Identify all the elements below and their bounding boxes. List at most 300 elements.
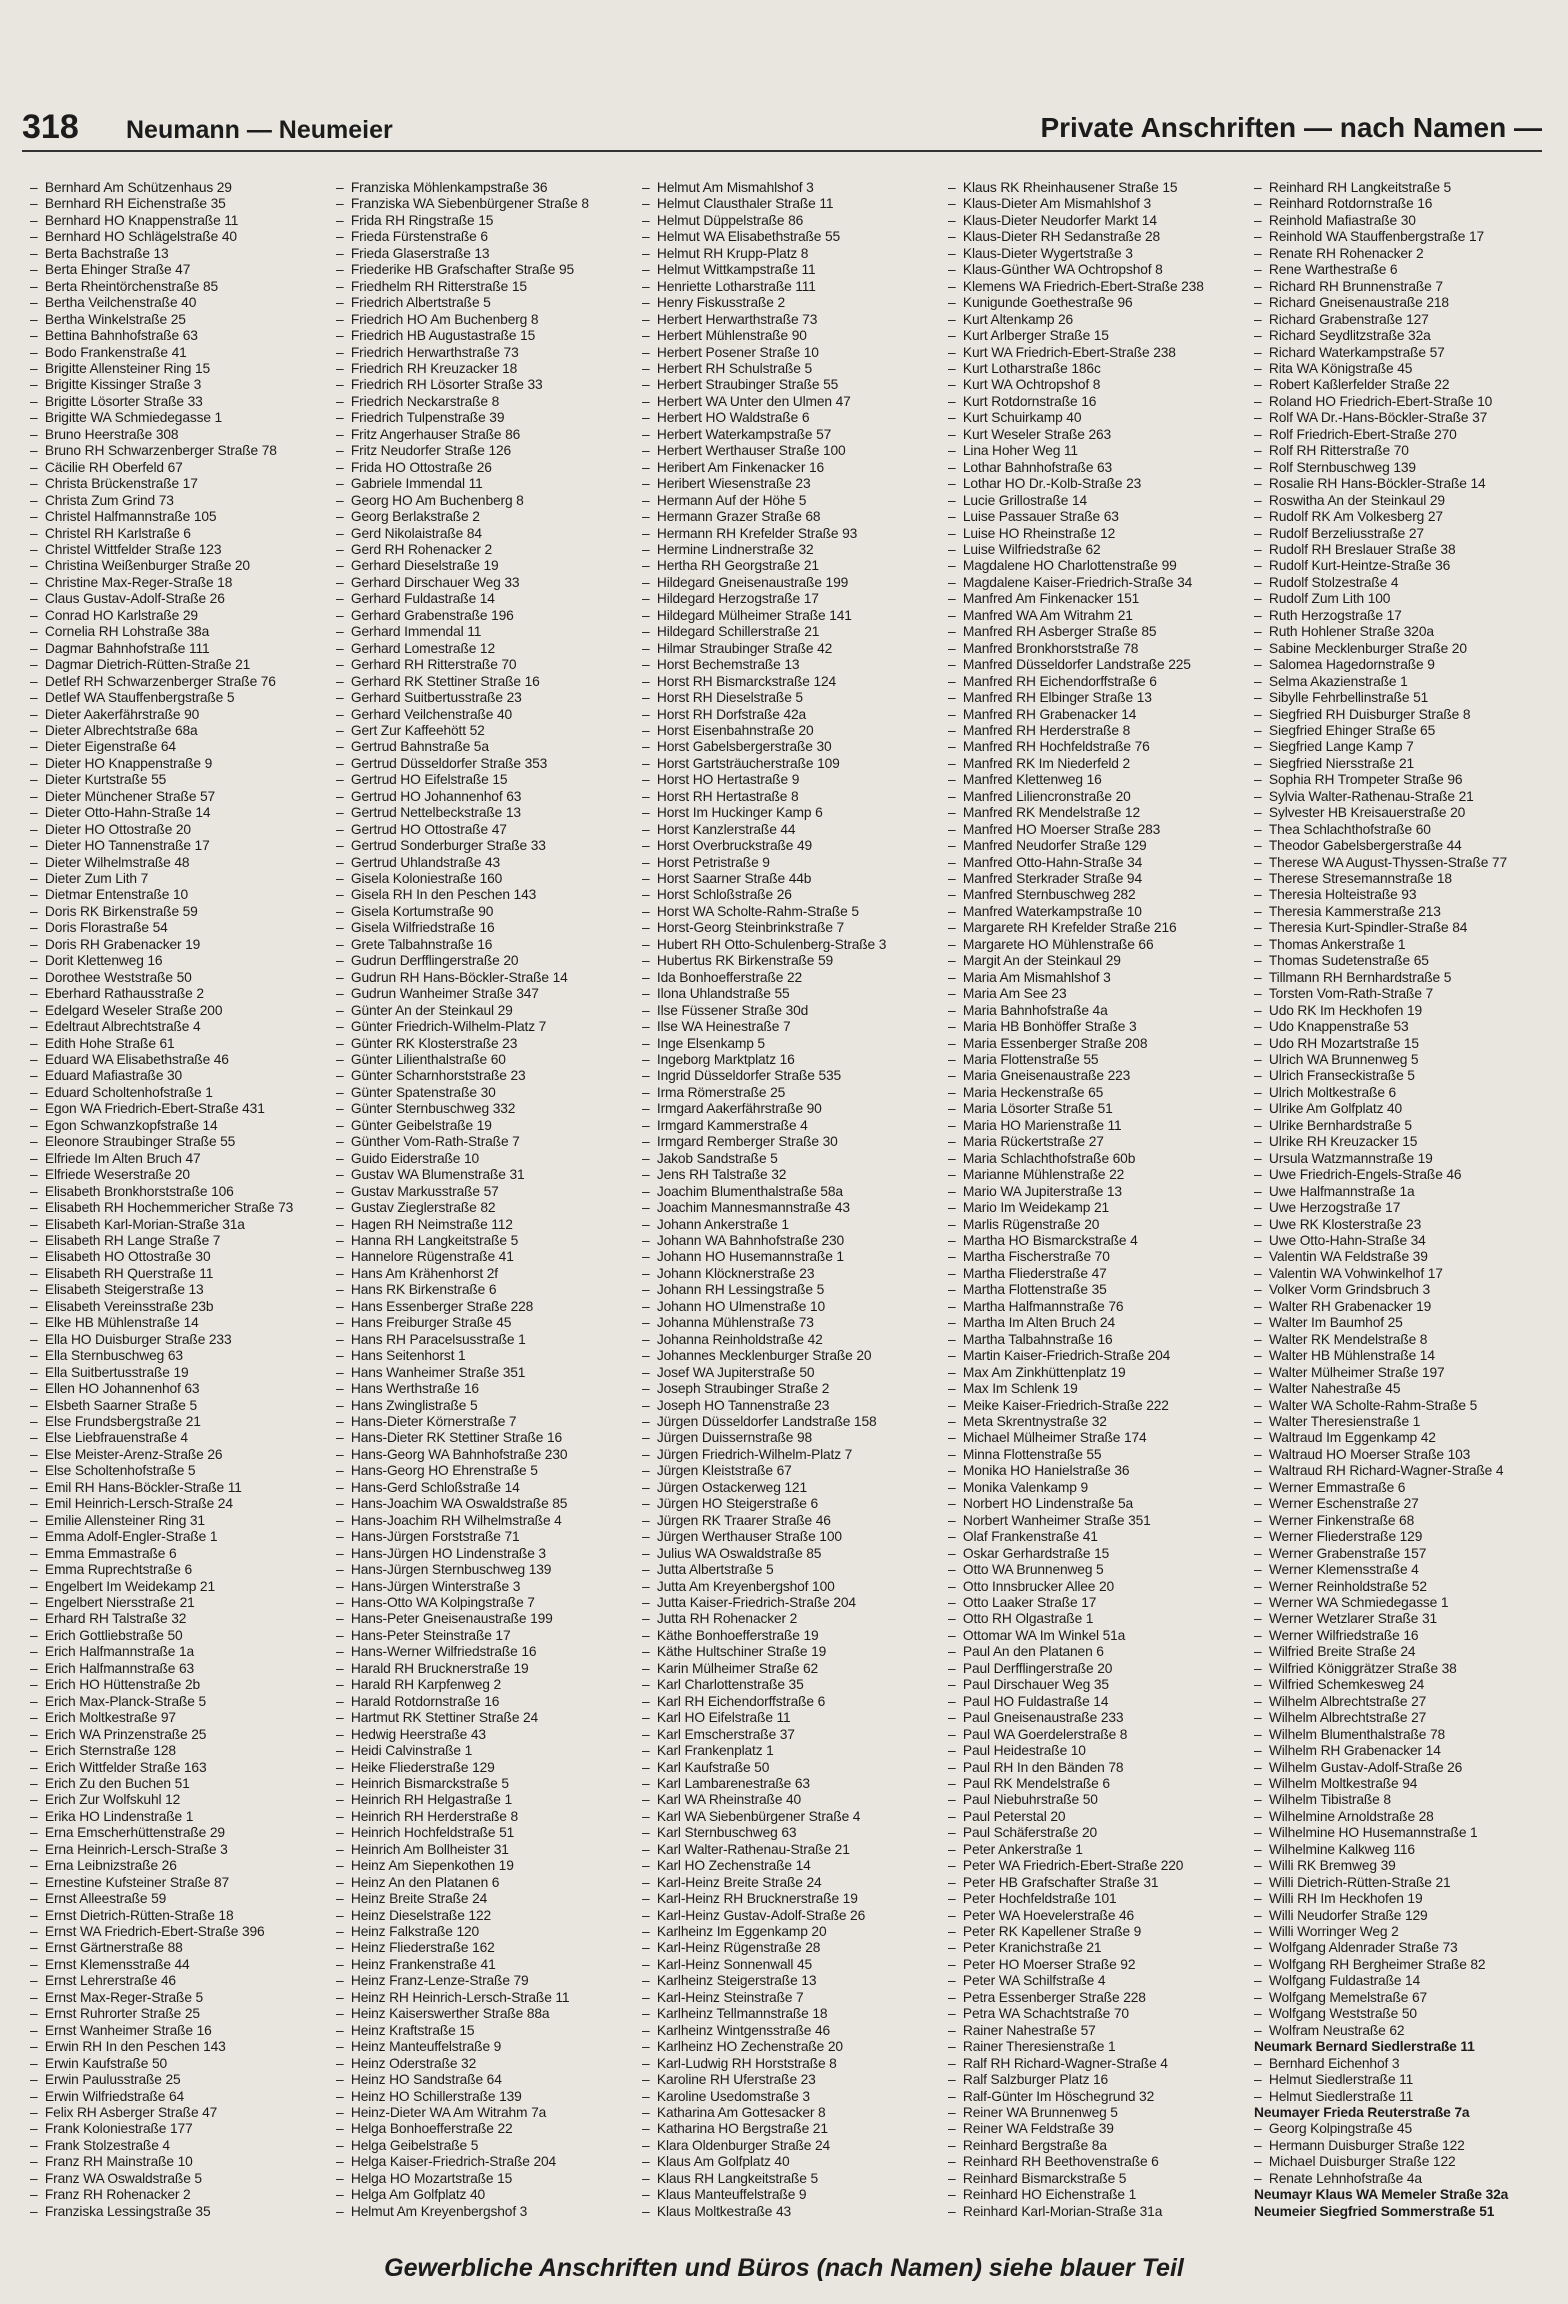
listing-entry: – Horst Petristraße 9 xyxy=(642,855,940,871)
listing-entry: – Wolfram Neustraße 62 xyxy=(1254,2023,1552,2039)
listing-entry: – Erhard RH Talstraße 32 xyxy=(30,1611,328,1627)
listing-entry: – Peter HB Grafschafter Straße 31 xyxy=(948,1875,1246,1891)
listing-entry: – Emil Heinrich-Lersch-Straße 24 xyxy=(30,1496,328,1512)
listing-entry: – Gertrud HO Eifelstraße 15 xyxy=(336,772,634,788)
listing-entry: – Wilfried Breite Straße 24 xyxy=(1254,1644,1552,1660)
listing-entry: – Herbert Herwarthstraße 73 xyxy=(642,312,940,328)
listing-entry: – Paul RH In den Bänden 78 xyxy=(948,1760,1246,1776)
listing-entry: – Klaus Moltkestraße 43 xyxy=(642,2204,940,2220)
listing-entry: – Ulrich Moltkestraße 6 xyxy=(1254,1085,1552,1101)
listing-entry: – Horst Eisenbahnstraße 20 xyxy=(642,723,940,739)
listing-entry: – Brigitte WA Schmiedegasse 1 xyxy=(30,410,328,426)
listing-entry: – Karl-Ludwig RH Horststraße 8 xyxy=(642,2056,940,2072)
listing-entry: – Gudrun Derfflingerstraße 20 xyxy=(336,953,634,969)
listing-entry: – Lina Hoher Weg 11 xyxy=(948,443,1246,459)
listing-entry: – Reinhard Rotdornstraße 16 xyxy=(1254,196,1552,212)
listing-entry: – Rudolf Berzeliusstraße 27 xyxy=(1254,526,1552,542)
listing-entry: – Rudolf RK Am Volkesberg 27 xyxy=(1254,509,1552,525)
listing-entry: – Franz RH Rohenacker 2 xyxy=(30,2187,328,2203)
listing-entry: – Marianne Mühlenstraße 22 xyxy=(948,1167,1246,1183)
listing-entry: – Gerhard Fuldastraße 14 xyxy=(336,591,634,607)
listing-entry: – Hans Essenberger Straße 228 xyxy=(336,1299,634,1315)
listing-entry: – Valentin WA Vohwinkelhof 17 xyxy=(1254,1266,1552,1282)
listing-entry: – Doris Florastraße 54 xyxy=(30,920,328,936)
listing-entry: – Klaus-Dieter Am Mismahlshof 3 xyxy=(948,196,1246,212)
listing-entry: – Meike Kaiser-Friedrich-Straße 222 xyxy=(948,1398,1246,1414)
listing-entry: – Ralf-Günter Im Höschegrund 32 xyxy=(948,2089,1246,2105)
listing-entry: – Friedrich Neckarstraße 8 xyxy=(336,394,634,410)
listing-entry: – Ulrich WA Brunnenweg 5 xyxy=(1254,1052,1552,1068)
listing-entry: – Ernst Wanheimer Straße 16 xyxy=(30,2023,328,2039)
listing-entry: – Johann HO Ulmenstraße 10 xyxy=(642,1299,940,1315)
listing-entry: – Erna Leibnizstraße 26 xyxy=(30,1858,328,1874)
listing-entry: – Monika HO Hanielstraße 36 xyxy=(948,1463,1246,1479)
listing-entry: – Heinz An den Platanen 6 xyxy=(336,1875,634,1891)
listing-entry: – Herbert Waterkampstraße 57 xyxy=(642,427,940,443)
listing-entry: – Doris RK Birkenstraße 59 xyxy=(30,904,328,920)
listing-entry: – Karin Mülheimer Straße 62 xyxy=(642,1661,940,1677)
listing-entry: – Rolf RH Ritterstraße 70 xyxy=(1254,443,1552,459)
listing-entry: – Johanna Reinholdstraße 42 xyxy=(642,1332,940,1348)
listing-entry: – Hans-Gerd Schloßstraße 14 xyxy=(336,1480,634,1496)
listing-entry: – Sophia RH Trompeter Straße 96 xyxy=(1254,772,1552,788)
listing-entry: – Klaus RH Langkeitstraße 5 xyxy=(642,2171,940,2187)
listing-entry: – Helga HO Mozartstraße 15 xyxy=(336,2171,634,2187)
listing-entry: – Joachim Mannesmannstraße 43 xyxy=(642,1200,940,1216)
listing-entry: – Jürgen Ostackerweg 121 xyxy=(642,1480,940,1496)
listing-entry: – Christa Zum Grind 73 xyxy=(30,493,328,509)
listing-entry: – Gerhard RH Ritterstraße 70 xyxy=(336,657,634,673)
listing-entry: – Lucie Grillostraße 14 xyxy=(948,493,1246,509)
listing-entry: – Willi Worringer Weg 2 xyxy=(1254,1924,1552,1940)
listing-entry: – Jutta Am Kreyenbergshof 100 xyxy=(642,1579,940,1595)
listing-entry: – Thomas Ankerstraße 1 xyxy=(1254,937,1552,953)
listing-entry: – Franz RH Mainstraße 10 xyxy=(30,2154,328,2170)
listing-entry: – Günter An der Steinkaul 29 xyxy=(336,1003,634,1019)
listing-entry: – Dieter HO Knappenstraße 9 xyxy=(30,756,328,772)
listing-entry: – Helga Geibelstraße 5 xyxy=(336,2138,634,2154)
listing-entry: – Erwin Wilfriedstraße 64 xyxy=(30,2089,328,2105)
listing-entry: – Klaus-Dieter Wygertstraße 3 xyxy=(948,246,1246,262)
listing-entry: – Heinz Manteuffelstraße 9 xyxy=(336,2039,634,2055)
listing-entry: – Wilfried Königgrätzer Straße 38 xyxy=(1254,1661,1552,1677)
listing-entry: – Cäcilie RH Oberfeld 67 xyxy=(30,460,328,476)
listing-entry: – Hans Zwinglistraße 5 xyxy=(336,1398,634,1414)
listing-entry: – Horst Overbruckstraße 49 xyxy=(642,838,940,854)
listing-entry: – Ella HO Duisburger Straße 233 xyxy=(30,1332,328,1348)
listing-entry: – Max Im Schlenk 19 xyxy=(948,1381,1246,1397)
listing-entry: – Minna Flottenstraße 55 xyxy=(948,1447,1246,1463)
listing-entry: – Volker Vorm Grindsbruch 3 xyxy=(1254,1282,1552,1298)
listing-entry: – Hubertus RK Birkenstraße 59 xyxy=(642,953,940,969)
listing-entry: – Manfred RH Eichendorffstraße 6 xyxy=(948,674,1246,690)
listing-entry: – Jürgen Düsseldorfer Landstraße 158 xyxy=(642,1414,940,1430)
listing-entry: – Maria Schlachthofstraße 60b xyxy=(948,1151,1246,1167)
listing-entry: – Walter Im Baumhof 25 xyxy=(1254,1315,1552,1331)
listing-entry: – Luise Wilfriedstraße 62 xyxy=(948,542,1246,558)
listing-entry: – Martha Talbahnstraße 16 xyxy=(948,1332,1246,1348)
listing-entry: – Gertrud HO Johannenhof 63 xyxy=(336,789,634,805)
listing-entry: – Ilse WA Heinestraße 7 xyxy=(642,1019,940,1035)
listing-entry: – Martha Halfmannstraße 76 xyxy=(948,1299,1246,1315)
listing-entry: – Gertrud Düsseldorfer Straße 353 xyxy=(336,756,634,772)
listing-entry: – Friedrich Herwarthstraße 73 xyxy=(336,345,634,361)
listing-entry: – Dorit Klettenweg 16 xyxy=(30,953,328,969)
listing-entry: – Klaus Manteuffelstraße 9 xyxy=(642,2187,940,2203)
listing-entry: – Paul WA Goerdelerstraße 8 xyxy=(948,1727,1246,1743)
listing-entry: – Helmut WA Elisabethstraße 55 xyxy=(642,229,940,245)
listing-entry: – Edith Hohe Straße 61 xyxy=(30,1036,328,1052)
listing-entry: – Paul Schäferstraße 20 xyxy=(948,1825,1246,1841)
listing-entry: – Cornelia RH Lohstraße 38a xyxy=(30,624,328,640)
listing-entry: – Rudolf Kurt-Heintze-Straße 36 xyxy=(1254,558,1552,574)
listing-entry: – Ellen HO Johannenhof 63 xyxy=(30,1381,328,1397)
listing-entry: – Therese WA August-Thyssen-Straße 77 xyxy=(1254,855,1552,871)
listing-entry: – Günther Vom-Rath-Straße 7 xyxy=(336,1134,634,1150)
listing-entry: – Else Liebfrauenstraße 4 xyxy=(30,1430,328,1446)
listing-entry: – Ulrike Bernhardstraße 5 xyxy=(1254,1118,1552,1134)
listing-entry: – Helmut Siedlerstraße 11 xyxy=(1254,2089,1552,2105)
listing-entry: – Karoline RH Uferstraße 23 xyxy=(642,2072,940,2088)
listing-entry: – Magdalene Kaiser-Friedrich-Straße 34 xyxy=(948,575,1246,591)
listing-entry: – Manfred RK Mendelstraße 12 xyxy=(948,805,1246,821)
listing-entry: – Gisela Wilfriedstraße 16 xyxy=(336,920,634,936)
listing-entry: – Rainer Nahestraße 57 xyxy=(948,2023,1246,2039)
listing-entry: – Ulrich Franseckistraße 5 xyxy=(1254,1068,1552,1084)
surname-heading: Neumark Bernard Siedlerstraße 11 xyxy=(1254,2039,1475,2055)
listing-entry: – Else Frundsbergstraße 21 xyxy=(30,1414,328,1430)
listing-entry: – Günter Lilienthalstraße 60 xyxy=(336,1052,634,1068)
listing-entry: – Gustav WA Blumenstraße 31 xyxy=(336,1167,634,1183)
listing-entry: – Wilfried Schemkesweg 24 xyxy=(1254,1677,1552,1693)
listing-entry: – Jürgen HO Steigerstraße 6 xyxy=(642,1496,940,1512)
listing-entry: – Kurt Altenkamp 26 xyxy=(948,312,1246,328)
listing-entry: – Kurt WA Friedrich-Ebert-Straße 238 xyxy=(948,345,1246,361)
listing-entry: – Reinhard Bergstraße 8a xyxy=(948,2138,1246,2154)
listing-entry: – Berta Rheintörchenstraße 85 xyxy=(30,279,328,295)
listing-entry: – Horst Saarner Straße 44b xyxy=(642,871,940,887)
listing-column-5 xyxy=(1254,180,1552,2220)
listing-entry: – Günter Sternbuschweg 332 xyxy=(336,1101,634,1117)
listing-entry: – Gertrud Uhlandstraße 43 xyxy=(336,855,634,871)
listing-entry: – Jürgen Friedrich-Wilhelm-Platz 7 xyxy=(642,1447,940,1463)
page-header xyxy=(22,108,1542,148)
listing-entry: – Johanna Mühlenstraße 73 xyxy=(642,1315,940,1331)
listing-entry: – Bruno Heerstraße 308 xyxy=(30,427,328,443)
listing-entry: – Guido Eiderstraße 10 xyxy=(336,1151,634,1167)
listing-entry: – Gustav Markusstraße 57 xyxy=(336,1184,634,1200)
listing-entry: – Reinhard RH Beethovenstraße 6 xyxy=(948,2154,1246,2170)
listing-entry: – Peter HO Moerser Straße 92 xyxy=(948,1957,1246,1973)
listing-entry: – Felix RH Asberger Straße 47 xyxy=(30,2105,328,2121)
listing-entry: – Kurt Schuirkamp 40 xyxy=(948,410,1246,426)
listing-entry: – Klara Oldenburger Straße 24 xyxy=(642,2138,940,2154)
listing-entry: – Elisabeth Vereinsstraße 23b xyxy=(30,1299,328,1315)
listing-entry: – Georg Kolpingstraße 45 xyxy=(1254,2121,1552,2137)
listing-entry: – Reinhard HO Eichenstraße 1 xyxy=(948,2187,1246,2203)
listing-entry: – Bertha Veilchenstraße 40 xyxy=(30,295,328,311)
listing-column-1 xyxy=(30,180,328,2220)
listing-entry: – Karoline Usedomstraße 3 xyxy=(642,2089,940,2105)
listing-entry: – Martha Fliederstraße 47 xyxy=(948,1266,1246,1282)
listing-entry: – Helmut Am Kreyenbergshof 3 xyxy=(336,2204,634,2220)
listing-entry: – Ernst Ruhrorter Straße 25 xyxy=(30,2006,328,2022)
listing-entry: – Joseph Straubinger Straße 2 xyxy=(642,1381,940,1397)
listing-entry: – Gerhard Lomestraße 12 xyxy=(336,641,634,657)
listing-entry: – Rene Warthestraße 6 xyxy=(1254,262,1552,278)
listing-entry: – Katharina HO Bergstraße 21 xyxy=(642,2121,940,2137)
listing-entry: – Peter RK Kapellener Straße 9 xyxy=(948,1924,1246,1940)
listing-entry: – Elfriede Im Alten Bruch 47 xyxy=(30,1151,328,1167)
page-number: 318 xyxy=(22,108,79,146)
listing-entry: – Ernst WA Friedrich-Ebert-Straße 396 xyxy=(30,1924,328,1940)
listing-entry: – Johann RH Lessingstraße 5 xyxy=(642,1282,940,1298)
listing-entry: – Fritz Angerhauser Straße 86 xyxy=(336,427,634,443)
listing-entry: – Hedwig Heerstraße 43 xyxy=(336,1727,634,1743)
listing-entry: – Wolfgang Fuldastraße 14 xyxy=(1254,1973,1552,1989)
listing-entry: – Willi RH Im Heckhofen 19 xyxy=(1254,1891,1552,1907)
listing-entry: – Margarete RH Krefelder Straße 216 xyxy=(948,920,1246,936)
listing-entry: – Hans RH Paracelsusstraße 1 xyxy=(336,1332,634,1348)
listing-entry: – Jakob Sandstraße 5 xyxy=(642,1151,940,1167)
listing-entry: – Manfred Bronkhorststraße 78 xyxy=(948,641,1246,657)
listing-entry: – Jens RH Talstraße 32 xyxy=(642,1167,940,1183)
listing-entry: – Emma Ruprechtstraße 6 xyxy=(30,1562,328,1578)
listing-entry: – Johann HO Husemannstraße 1 xyxy=(642,1249,940,1265)
listing-entry: – Hermine Lindnerstraße 32 xyxy=(642,542,940,558)
listing-entry: – Salomea Hagedornstraße 9 xyxy=(1254,657,1552,673)
listing-entry: – Uwe Herzogstraße 17 xyxy=(1254,1200,1552,1216)
listing-entry: – Manfred Sterkrader Straße 94 xyxy=(948,871,1246,887)
listing-entry: – Hilmar Straubinger Straße 42 xyxy=(642,641,940,657)
listing-entry: – Helmut RH Krupp-Platz 8 xyxy=(642,246,940,262)
listing-entry: – Paul Niebuhrstraße 50 xyxy=(948,1792,1246,1808)
listing-entry: – Horst Gabelsbergerstraße 30 xyxy=(642,739,940,755)
listing-entry: – Irmgard Remberger Straße 30 xyxy=(642,1134,940,1150)
listing-entry: – Peter WA Friedrich-Ebert-Straße 220 xyxy=(948,1858,1246,1874)
header-section-title: Private Anschriften — nach Namen — xyxy=(1040,112,1542,143)
listing-entry: – Friedrich RH Kreuzacker 18 xyxy=(336,361,634,377)
listing-entry: – Reinhold Mafiastraße 30 xyxy=(1254,213,1552,229)
listing-entry: – Harald Rotdornstraße 16 xyxy=(336,1694,634,1710)
listing-entry: – Helga Am Golfplatz 40 xyxy=(336,2187,634,2203)
listing-entry: – Paul RK Mendelstraße 6 xyxy=(948,1776,1246,1792)
listing-entry: – Georg Berlakstraße 2 xyxy=(336,509,634,525)
listing-entry: – Walter WA Scholte-Rahm-Straße 5 xyxy=(1254,1398,1552,1414)
listing-entry: – Hans-Dieter RK Stettiner Straße 16 xyxy=(336,1430,634,1446)
listing-entry: – Heinz Kraftstraße 15 xyxy=(336,2023,634,2039)
listing-entry: – Erna Emscherhüttenstraße 29 xyxy=(30,1825,328,1841)
listing-entry: – Martin Kaiser-Friedrich-Straße 204 xyxy=(948,1348,1246,1364)
listing-entry: – Jutta RH Rohenacker 2 xyxy=(642,1611,940,1627)
listing-entry: – Hans Werthstraße 16 xyxy=(336,1381,634,1397)
listing-entry: – Jutta Albertstraße 5 xyxy=(642,1562,940,1578)
listing-entry: – Udo RK Im Heckhofen 19 xyxy=(1254,1003,1552,1019)
surname-heading: Neumayr Klaus WA Memeler Straße 32a xyxy=(1254,2187,1509,2203)
listing-entry: – Rudolf RH Breslauer Straße 38 xyxy=(1254,542,1552,558)
listing-entry: – Walter Nahestraße 45 xyxy=(1254,1381,1552,1397)
listing-entry: – Gertrud Sonderburger Straße 33 xyxy=(336,838,634,854)
listing-entry: – Hans-Joachim WA Oswaldstraße 85 xyxy=(336,1496,634,1512)
listing-entry: – Manfred Klettenweg 16 xyxy=(948,772,1246,788)
listing-entry: – Eduard Scholtenhofstraße 1 xyxy=(30,1085,328,1101)
listing-entry: – Gertrud Bahnstraße 5a xyxy=(336,739,634,755)
listing-entry: – Frida RH Ringstraße 15 xyxy=(336,213,634,229)
listing-entry: – Werner Reinholdstraße 52 xyxy=(1254,1579,1552,1595)
listing-entry: – Martha Im Alten Bruch 24 xyxy=(948,1315,1246,1331)
listing-entry: – Karl Charlottenstraße 35 xyxy=(642,1677,940,1693)
listing-entry: – Herbert Mühlenstraße 90 xyxy=(642,328,940,344)
listing-entry: – Irmgard Kammerstraße 4 xyxy=(642,1118,940,1134)
listing-entry: – Mario WA Jupiterstraße 13 xyxy=(948,1184,1246,1200)
listing-entry: – Karl WA Siebenbürgener Straße 4 xyxy=(642,1809,940,1825)
listing-entry: – Erich Zur Wolfskuhl 12 xyxy=(30,1792,328,1808)
listing-entry: – Bernhard HO Schlägelstraße 40 xyxy=(30,229,328,245)
listing-entry: – Engelbert Niersstraße 21 xyxy=(30,1595,328,1611)
listing-entry: – Christel RH Karlstraße 6 xyxy=(30,526,328,542)
listing-entry: – Bodo Frankenstraße 41 xyxy=(30,345,328,361)
listing-entry: – Heinz Franz-Lenze-Straße 79 xyxy=(336,1973,634,1989)
listing-entry: – Karl HO Eifelstraße 11 xyxy=(642,1710,940,1726)
listing-entry: – Rudolf Stolzestraße 4 xyxy=(1254,575,1552,591)
listing-entry: – Sibylle Fehrbellinstraße 51 xyxy=(1254,690,1552,706)
listing-entry: – Waltraud Im Eggenkamp 42 xyxy=(1254,1430,1552,1446)
listing-entry: – Emil RH Hans-Böckler-Straße 11 xyxy=(30,1480,328,1496)
listing-entry: – Dieter Otto-Hahn-Straße 14 xyxy=(30,805,328,821)
listing-entry: – Gerd RH Rohenacker 2 xyxy=(336,542,634,558)
listing-entry: – Katharina Am Gottesacker 8 xyxy=(642,2105,940,2121)
listing-entry: – Bertha Winkelstraße 25 xyxy=(30,312,328,328)
listing-entry: – Oskar Gerhardstraße 15 xyxy=(948,1546,1246,1562)
listing-entry: – Siegfried Ehinger Straße 65 xyxy=(1254,723,1552,739)
listing-entry: – Uwe Halfmannstraße 1a xyxy=(1254,1184,1552,1200)
listing-entry: – Maria Lösorter Straße 51 xyxy=(948,1101,1246,1117)
listing-entry: – Otto Innsbrucker Allee 20 xyxy=(948,1579,1246,1595)
listing-entry: – Hermann Grazer Straße 68 xyxy=(642,509,940,525)
listing-entry: – Gisela Koloniestraße 160 xyxy=(336,871,634,887)
listing-entry: – Franziska WA Siebenbürgener Straße 8 xyxy=(336,196,634,212)
listing-entry: – Heinz Kaiserswerther Straße 88a xyxy=(336,2006,634,2022)
listing-entry: – Maria Am Mismahlshof 3 xyxy=(948,970,1246,986)
listing-entry: – Kunigunde Goethestraße 96 xyxy=(948,295,1246,311)
listing-entry: – Hagen RH Neimstraße 112 xyxy=(336,1217,634,1233)
listing-entry: – Dorothee Weststraße 50 xyxy=(30,970,328,986)
listing-entry: – Franz WA Oswaldstraße 5 xyxy=(30,2171,328,2187)
listing-entry: – Elfriede Weserstraße 20 xyxy=(30,1167,328,1183)
listing-entry: – Erich HO Hüttenstraße 2b xyxy=(30,1677,328,1693)
listing-entry: – Helmut Düppelstraße 86 xyxy=(642,213,940,229)
listing-entry: – Walter RH Grabenacker 19 xyxy=(1254,1299,1552,1315)
listing-entry: – Hertha RH Georgstraße 21 xyxy=(642,558,940,574)
listing-entry: – Ernestine Kufsteiner Straße 87 xyxy=(30,1875,328,1891)
listing-entry: – Eduard Mafiastraße 30 xyxy=(30,1068,328,1084)
listing-entry: – Johannes Mecklenburger Straße 20 xyxy=(642,1348,940,1364)
listing-entry: – Richard Grabenstraße 127 xyxy=(1254,312,1552,328)
listing-entry: – Willi Dietrich-Rütten-Straße 21 xyxy=(1254,1875,1552,1891)
listing-entry: – Ingeborg Marktplatz 16 xyxy=(642,1052,940,1068)
listing-entry: – Norbert Wanheimer Straße 351 xyxy=(948,1513,1246,1529)
header-name-range: Neumann — Neumeier xyxy=(126,116,393,144)
listing-entry: – Friedrich HO Am Buchenberg 8 xyxy=(336,312,634,328)
surname-heading: Neumayer Frieda Reuterstraße 7a xyxy=(1254,2105,1470,2121)
listing-entry: – Hans Am Krähenhorst 2f xyxy=(336,1266,634,1282)
listing-entry: – Petra WA Schachtstraße 70 xyxy=(948,2006,1246,2022)
listing-entry: – Heinrich RH Herderstraße 8 xyxy=(336,1809,634,1825)
listing-entry: – Hermann Auf der Höhe 5 xyxy=(642,493,940,509)
listing-entry: – Werner Klemensstraße 4 xyxy=(1254,1562,1552,1578)
listing-entry: – Karl-Heinz Sonnenwall 45 xyxy=(642,1957,940,1973)
listing-entry: – Gerhard Grabenstraße 196 xyxy=(336,608,634,624)
listing-entry: – Bernhard Eichenhof 3 xyxy=(1254,2056,1552,2072)
listing-entry: – Brigitte Allensteiner Ring 15 xyxy=(30,361,328,377)
listing-entry: – Renate RH Rohenacker 2 xyxy=(1254,246,1552,262)
listing-entry: – Paul HO Fuldastraße 14 xyxy=(948,1694,1246,1710)
listing-entry: – Elisabeth RH Querstraße 11 xyxy=(30,1266,328,1282)
listing-entry: – Heinz Dieselstraße 122 xyxy=(336,1908,634,1924)
listing-entry: – Friedrich Albertstraße 5 xyxy=(336,295,634,311)
listing-entry: – Ralf Salzburger Platz 16 xyxy=(948,2072,1246,2088)
listing-entry: – Wilhelmine Kalkweg 116 xyxy=(1254,1842,1552,1858)
listing-entry: – Monika Valenkamp 9 xyxy=(948,1480,1246,1496)
listing-entry: – Jürgen Duissernstraße 98 xyxy=(642,1430,940,1446)
listing-entry: – Erich Gottliebstraße 50 xyxy=(30,1628,328,1644)
listing-entry: – Peter Ankerstraße 1 xyxy=(948,1842,1246,1858)
listing-entry: – Josef WA Jupiterstraße 50 xyxy=(642,1365,940,1381)
listing-entry: – Paul An den Platanen 6 xyxy=(948,1644,1246,1660)
listing-entry: – Udo Knappenstraße 53 xyxy=(1254,1019,1552,1035)
listing-entry: – Dieter Aakerfährstraße 90 xyxy=(30,707,328,723)
listing-entry: – Claus Gustav-Adolf-Straße 26 xyxy=(30,591,328,607)
listing-entry: – Willi Neudorfer Straße 129 xyxy=(1254,1908,1552,1924)
listing-entry: – Christine Max-Reger-Straße 18 xyxy=(30,575,328,591)
listing-entry: – Maria Am See 23 xyxy=(948,986,1246,1002)
listing-entry: – Julius WA Oswaldstraße 85 xyxy=(642,1546,940,1562)
listing-entry: – Michael Mülheimer Straße 174 xyxy=(948,1430,1246,1446)
listing-entry: – Karl Sternbuschweg 63 xyxy=(642,1825,940,1841)
listing-entry: – Dieter Kurtstraße 55 xyxy=(30,772,328,788)
listing-entry: – Peter WA Schilfstraße 4 xyxy=(948,1973,1246,1989)
listing-entry: – Eberhard Rathausstraße 2 xyxy=(30,986,328,1002)
listing-entry: – Klaus Am Golfplatz 40 xyxy=(642,2154,940,2170)
listing-entry: – Maria Bahnhofstraße 4a xyxy=(948,1003,1246,1019)
listing-entry: – Sylvester HB Kreisauerstraße 20 xyxy=(1254,805,1552,821)
listing-entry: – Bernhard RH Eichenstraße 35 xyxy=(30,196,328,212)
listing-entry: – Karlheinz Wintgensstraße 46 xyxy=(642,2023,940,2039)
listing-entry: – Uwe RK Klosterstraße 23 xyxy=(1254,1217,1552,1233)
listing-entry: – Helmut Siedlerstraße 11 xyxy=(1254,2072,1552,2088)
listing-entry: – Selma Akazienstraße 1 xyxy=(1254,674,1552,690)
listing-entry: – Gabriele Immendal 11 xyxy=(336,476,634,492)
listing-entry: – Hans-Jürgen Forststraße 71 xyxy=(336,1529,634,1545)
listing-entry: – Rudolf Zum Lith 100 xyxy=(1254,591,1552,607)
listing-entry: – Richard RH Brunnenstraße 7 xyxy=(1254,279,1552,295)
listing-entry: – Doris RH Grabenacker 19 xyxy=(30,937,328,953)
listing-entry: – Hans Seitenhorst 1 xyxy=(336,1348,634,1364)
listing-entry: – Franziska Möhlenkampstraße 36 xyxy=(336,180,634,196)
listing-entry: – Gertrud Nettelbeckstraße 13 xyxy=(336,805,634,821)
listing-entry: – Horst RH Dieselstraße 5 xyxy=(642,690,940,706)
listing-entry: – Johann WA Bahnhofstraße 230 xyxy=(642,1233,940,1249)
listing-entry: – Heinrich RH Helgastraße 1 xyxy=(336,1792,634,1808)
listing-entry: – Hans-Peter Steinstraße 17 xyxy=(336,1628,634,1644)
listing-entry: – Paul Heidestraße 10 xyxy=(948,1743,1246,1759)
listing-entry: – Heribert Wiesenstraße 23 xyxy=(642,476,940,492)
listing-entry: – Joseph HO Tannenstraße 23 xyxy=(642,1398,940,1414)
listing-entry: – Wilhelm Blumenthalstraße 78 xyxy=(1254,1727,1552,1743)
listing-entry: – Elisabeth Bronkhorststraße 106 xyxy=(30,1184,328,1200)
listing-entry: – Dieter Albrechtstraße 68a xyxy=(30,723,328,739)
listing-entry: – Helga Bonhoefferstraße 22 xyxy=(336,2121,634,2137)
